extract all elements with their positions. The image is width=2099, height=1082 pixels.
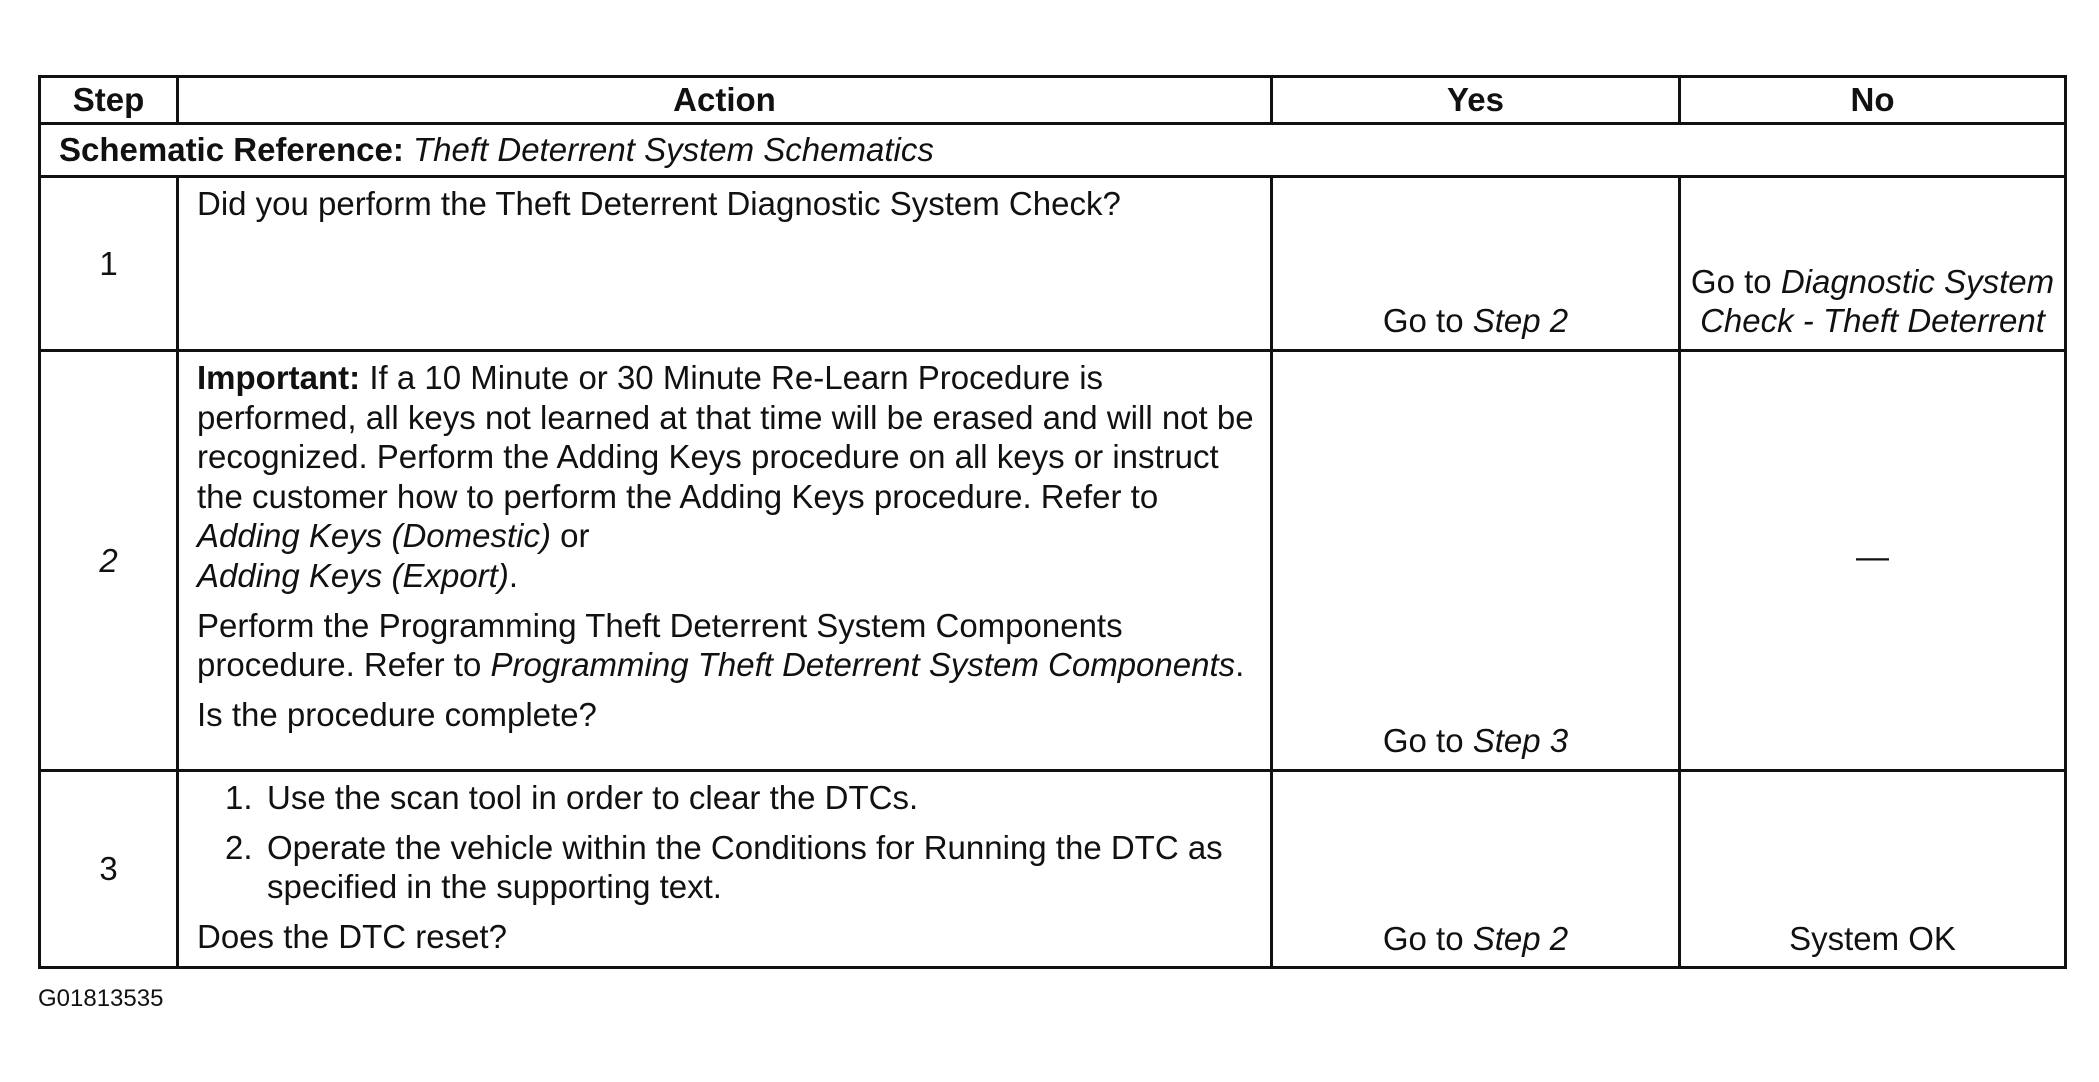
no-dash: — bbox=[1856, 537, 1889, 575]
period: . bbox=[508, 556, 518, 594]
figure-id: G01813535 bbox=[38, 985, 164, 1012]
important-note bbox=[197, 358, 1254, 596]
yes-step-link[interactable]: Step 2 bbox=[1472, 302, 1569, 340]
action-question: Is the procedure complete? bbox=[197, 695, 597, 733]
important-label: Important: bbox=[197, 359, 361, 396]
step-number: 3 bbox=[40, 771, 178, 968]
yes-step-link[interactable]: Step 3 bbox=[1472, 722, 1569, 760]
yes-cell bbox=[1272, 177, 1680, 351]
header-no: No bbox=[1680, 77, 2066, 124]
header-yes: Yes bbox=[1272, 77, 1680, 124]
header-row bbox=[40, 77, 2066, 124]
action-question: Did you perform the Theft Deterrent Diagnostic System Check? bbox=[197, 185, 1121, 222]
list-item bbox=[197, 778, 1254, 818]
list-item bbox=[197, 828, 1254, 907]
numbered-list bbox=[197, 778, 1254, 907]
yes-prefix: Go to bbox=[1382, 302, 1473, 340]
programming-text: Perform the Programming Theft Deterrent System Components procedure. Refer to bbox=[197, 606, 1123, 684]
table-row bbox=[40, 177, 2066, 351]
yes-prefix: Go to bbox=[1382, 919, 1473, 957]
step-number: 1 bbox=[40, 177, 178, 351]
period: . bbox=[1235, 646, 1245, 684]
yes-cell bbox=[1272, 351, 1680, 771]
list-number: 1. bbox=[225, 779, 253, 816]
no-cell bbox=[1680, 771, 2066, 968]
header-action: Action bbox=[178, 77, 1272, 124]
action-cell bbox=[178, 771, 1272, 968]
yes-prefix: Go to bbox=[1382, 722, 1473, 760]
adding-keys-export-link[interactable]: Adding Keys (Export) bbox=[197, 556, 509, 594]
header-step: Step bbox=[40, 77, 178, 124]
table-row bbox=[40, 771, 2066, 968]
adding-keys-domestic-link[interactable]: Adding Keys (Domestic) bbox=[197, 517, 551, 555]
no-prefix: Go to bbox=[1690, 262, 1781, 300]
action-cell bbox=[178, 351, 1272, 771]
no-result: System OK bbox=[1789, 919, 1956, 957]
programming-instruction bbox=[197, 606, 1254, 685]
action-cell bbox=[178, 177, 1272, 351]
schematic-reference bbox=[40, 124, 2066, 177]
list-number: 2. bbox=[225, 828, 253, 866]
yes-cell bbox=[1272, 771, 1680, 968]
programming-link[interactable]: Programming Theft Deterrent System Components bbox=[490, 646, 1236, 684]
diagnostic-table bbox=[38, 75, 2067, 969]
list-text: Operate the vehicle within the Conditions for Running the DTC as specified in the supporting text. bbox=[267, 828, 1223, 906]
table-row bbox=[40, 351, 2066, 771]
schematic-reference-label: Schematic Reference: bbox=[59, 131, 404, 169]
or-text: or bbox=[550, 517, 590, 555]
yes-step-link[interactable]: Step 2 bbox=[1472, 919, 1569, 957]
no-cell bbox=[1680, 351, 2066, 771]
schematic-reference-row bbox=[40, 124, 2066, 177]
schematic-reference-link[interactable]: Theft Deterrent System Schematics bbox=[413, 131, 934, 169]
step-number: 2 bbox=[40, 351, 178, 771]
no-diagnostic-link[interactable]: Diagnostic System Check - Theft Deterrent bbox=[1700, 262, 2055, 340]
important-text: If a 10 Minute or 30 Minute Re-Learn Procedure is performed, all keys not learned at that time will be erased and will not be recognized. Perform the Adding Keys procedure on all keys or instruct the customer how to perform the Adding Keys procedure. Refer to bbox=[197, 359, 1254, 515]
action-question: Does the DTC reset? bbox=[197, 917, 507, 955]
list-text: Use the scan tool in order to clear the DTCs. bbox=[267, 779, 919, 816]
no-cell bbox=[1680, 177, 2066, 351]
